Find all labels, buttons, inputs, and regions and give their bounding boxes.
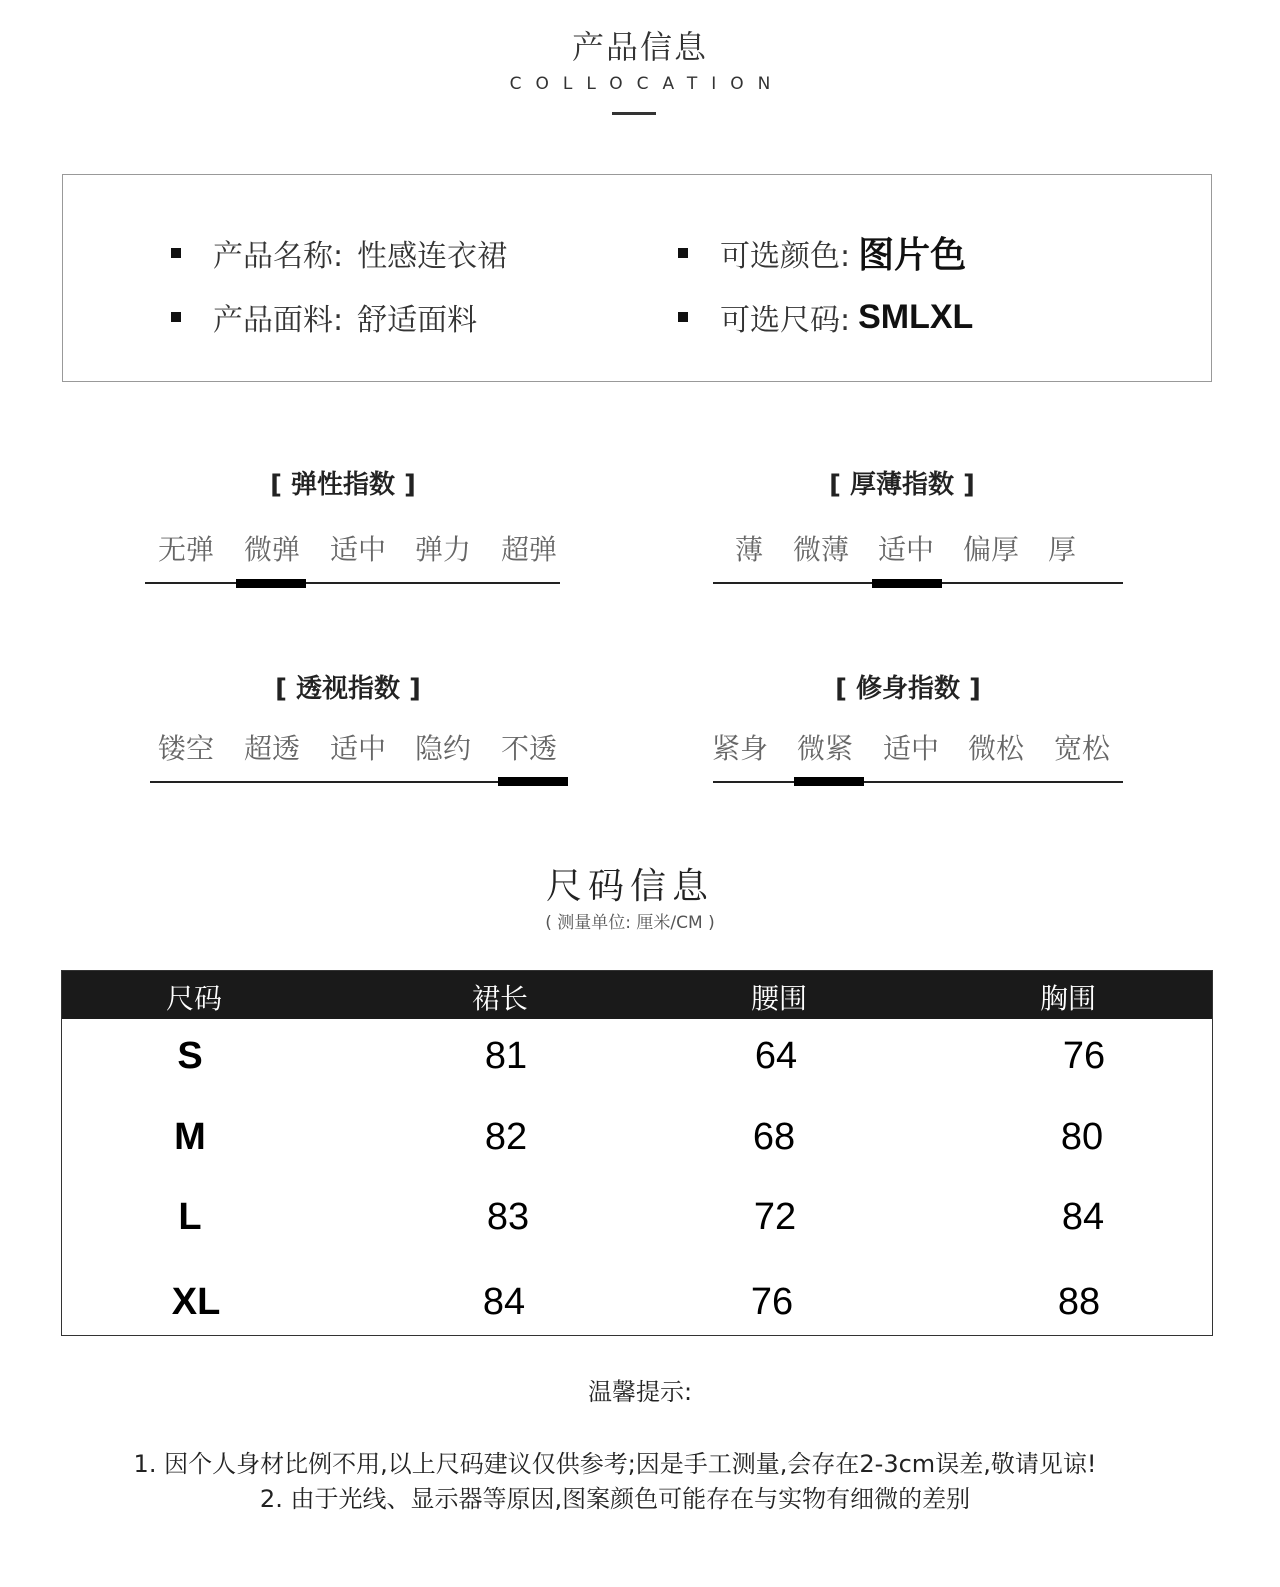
info-row-size [678, 295, 973, 339]
cell-size: L [178, 1196, 202, 1238]
index-title: [ 透视指数 ] [275, 674, 421, 704]
tips-title: 温馨提示: [587, 1378, 693, 1406]
info-row-color [678, 227, 966, 278]
scale-level: 厚 [1048, 533, 1077, 566]
scale-level: 紧身 [712, 732, 769, 765]
cell-waist: 64 [754, 1035, 798, 1077]
scale-level: 镂空 [158, 732, 215, 765]
scale-level: 无弹 [158, 533, 215, 566]
scale-level: 适中 [330, 732, 387, 765]
size-section-title: 尺码信息 [545, 866, 714, 907]
cell-waist: 68 [752, 1116, 796, 1158]
table-row [62, 1035, 1212, 1115]
product-info-box [62, 174, 1212, 382]
bullet-icon [678, 248, 688, 258]
scale-level: 偏厚 [963, 533, 1020, 566]
table-row [62, 1281, 1212, 1361]
scale-level: 适中 [330, 533, 387, 566]
cell-size: S [177, 1035, 203, 1077]
index-title: [ 弹性指数 ] [270, 470, 416, 500]
scale-line [713, 781, 1123, 783]
cell-bust: 88 [1057, 1281, 1101, 1323]
scale-level: 超透 [244, 732, 301, 765]
scale-marker [498, 777, 568, 786]
info-row-fabric [171, 295, 477, 339]
size-value: SMLXL [858, 297, 974, 336]
cell-waist: 76 [750, 1281, 794, 1323]
info-row-name [171, 231, 507, 275]
cell-length: 81 [484, 1035, 528, 1077]
scale-marker [236, 579, 306, 588]
page-title: 产品信息 [571, 28, 708, 66]
scale-marker [872, 579, 942, 588]
cell-waist: 72 [753, 1196, 797, 1238]
index-title: [ 修身指数 ] [835, 674, 981, 704]
scale-level: 超弹 [501, 533, 558, 566]
scale-level: 宽松 [1054, 732, 1111, 765]
name-value: 性感连衣裙 [357, 239, 508, 274]
scale-marker [794, 777, 864, 786]
color-label: 可选颜色: [720, 238, 851, 274]
scale-level: 适中 [878, 533, 935, 566]
header-bust: 胸围 [1039, 982, 1096, 1015]
table-row [62, 1196, 1212, 1276]
scale-line [145, 582, 560, 584]
scale-level: 适中 [883, 732, 940, 765]
color-value: 图片色 [858, 235, 967, 276]
cell-bust: 84 [1061, 1196, 1105, 1238]
cell-size: M [174, 1116, 206, 1158]
scale-level: 微弹 [244, 533, 301, 566]
scale-level: 隐约 [415, 732, 472, 765]
name-label: 产品名称: [213, 239, 344, 274]
size-unit-note: ( 测量单位: 厘米/CM ) [545, 913, 715, 933]
cell-size: XL [171, 1281, 221, 1323]
bullet-icon [171, 312, 181, 322]
header-size: 尺码 [165, 982, 222, 1015]
cell-length: 83 [486, 1196, 530, 1238]
fabric-label: 产品面料: [213, 303, 344, 338]
index-title: [ 厚薄指数 ] [829, 470, 975, 500]
table-row [62, 1116, 1212, 1196]
cell-bust: 80 [1060, 1116, 1104, 1158]
header-length: 裙长 [471, 982, 528, 1015]
page-subtitle: COLLOCATION [509, 74, 785, 94]
cell-length: 82 [484, 1116, 528, 1158]
fabric-value: 舒适面料 [357, 303, 478, 338]
cell-length: 84 [482, 1281, 526, 1323]
tip-line-1: 1. 因个人身材比例不用,以上尺码建议仅供参考;因是手工测量,会存在2-3cm误差,敬请见谅! [133, 1450, 1097, 1478]
scale-level: 微薄 [793, 533, 850, 566]
scale-level: 微紧 [797, 732, 854, 765]
table-header [62, 971, 1212, 1019]
scale-level: 微松 [968, 732, 1025, 765]
bullet-icon [171, 248, 181, 258]
title-divider [612, 112, 656, 115]
header-waist: 腰围 [750, 982, 807, 1015]
size-label: 可选尺码: [720, 303, 851, 338]
scale-level: 弹力 [415, 533, 472, 566]
scale-level: 不透 [501, 732, 558, 765]
bullet-icon [678, 312, 688, 322]
cell-bust: 76 [1062, 1035, 1106, 1077]
tip-line-2: 2. 由于光线、显示器等原因,图案颜色可能存在与实物有细微的差别 [259, 1485, 971, 1513]
scale-level: 薄 [735, 533, 764, 566]
size-table [61, 970, 1213, 1336]
